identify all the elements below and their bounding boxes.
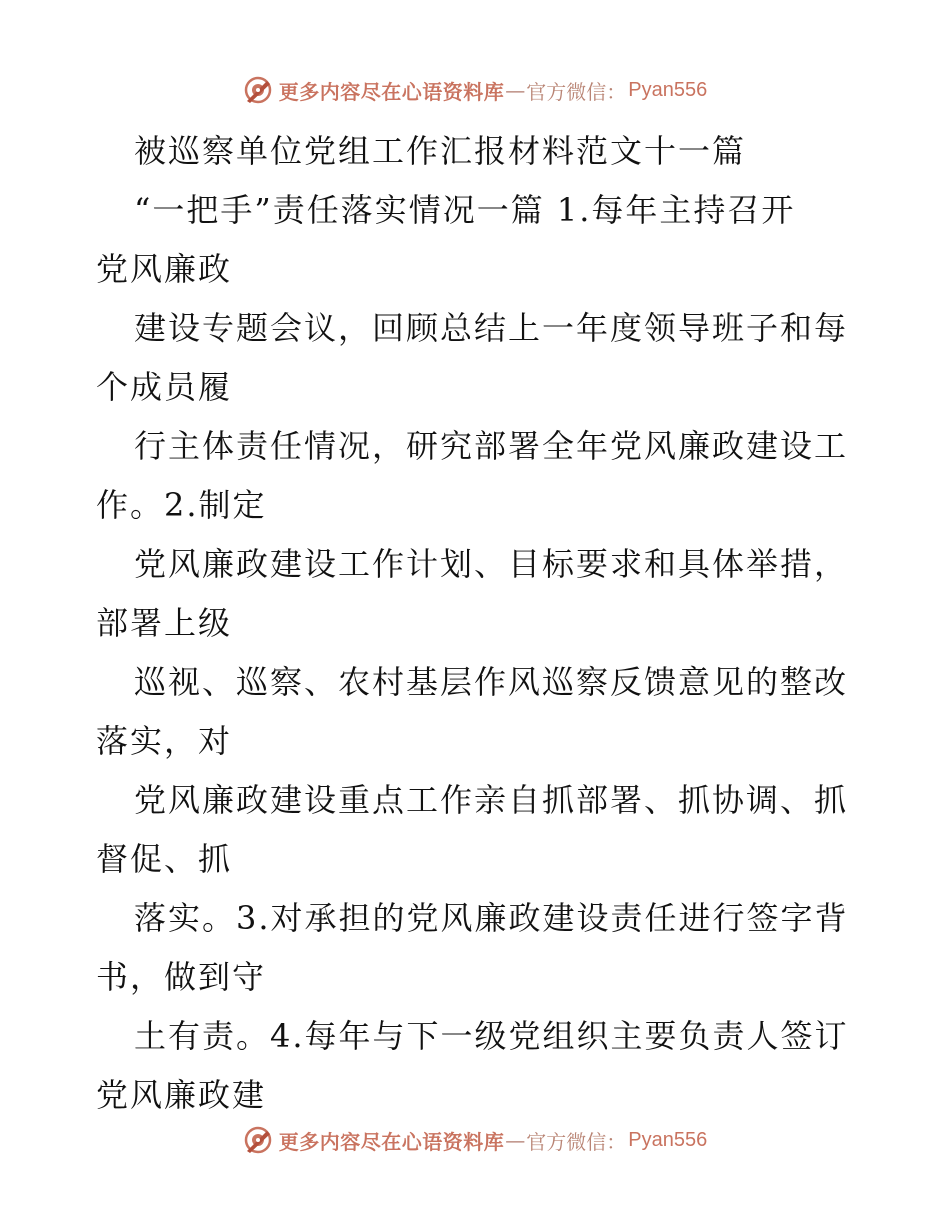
watermark-id: Pyan556: [628, 78, 708, 101]
watermark-dash: —: [505, 1128, 526, 1152]
document-title: 被巡察单位党组工作汇报材料范文十一篇: [134, 132, 747, 170]
text-line: 党风廉政: [96, 250, 233, 288]
text-line: 督促、抓: [96, 840, 233, 878]
text-line: 部署上级: [96, 604, 233, 642]
pen-logo-icon: [243, 75, 273, 105]
text-line: 行主体责任情况，研究部署全年党风廉政建设工: [134, 427, 849, 465]
text-line: 土有责。4.每年与下一级党组织主要负责人签订: [134, 1017, 849, 1055]
text-line: 党风廉政建设重点工作亲自抓部署、抓协调、抓: [134, 781, 849, 819]
text-line: 书，做到守: [96, 958, 267, 996]
text-line: “一把手”责任落实情况一篇 1.每年主持召开: [134, 191, 796, 229]
header-watermark: [0, 70, 950, 110]
footer-watermark: [0, 1120, 950, 1160]
pen-logo-icon: [243, 1125, 273, 1155]
text-line: 建设专题会议，回顾总结上一年度领导班子和每: [134, 309, 849, 347]
watermark-id: Pyan556: [628, 1128, 708, 1151]
document-body: [96, 122, 856, 1125]
text-line: 落实，对: [96, 722, 233, 760]
watermark-brand: 更多内容尽在心语资料库: [278, 79, 505, 104]
text-line: 巡视、巡察、农村基层作风巡察反馈意见的整改: [134, 663, 849, 701]
text-line: 党风廉政建: [96, 1076, 267, 1114]
watermark-label: 官方微信：: [526, 79, 627, 104]
text-line: 党风廉政建设工作计划、目标要求和具体举措，: [134, 545, 849, 583]
text-line: 落实。3.对承担的党风廉政建设责任进行签字背: [134, 899, 849, 937]
text-line: 个成员履: [96, 368, 233, 406]
watermark-label: 官方微信：: [526, 1129, 627, 1154]
watermark-dash: —: [505, 78, 526, 102]
text-line: 作。2.制定: [96, 486, 267, 524]
watermark-brand: 更多内容尽在心语资料库: [278, 1129, 505, 1154]
